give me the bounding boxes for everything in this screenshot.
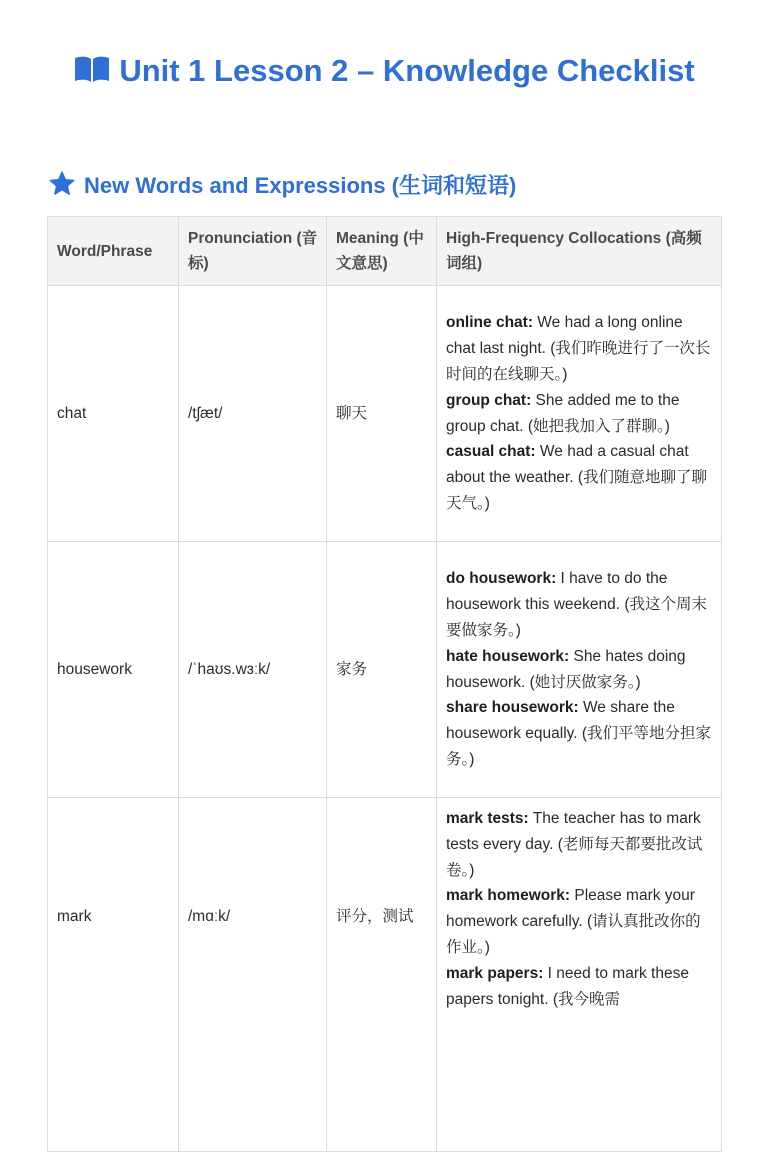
collocation-example: We had a casual chat about the weather. (我们随意地聊了聊天气。): [446, 443, 708, 512]
pronunciation-cell: /mɑːk/: [179, 798, 327, 1152]
collocation-term: mark tests:: [446, 810, 529, 827]
collocations-cell: [437, 542, 722, 798]
header-collocations: High-Frequency Collocations (高频词组): [437, 217, 722, 286]
collocation-item: [446, 961, 713, 1013]
pronunciation-cell: /tʃæt/: [179, 286, 327, 542]
word-cell: housework: [48, 542, 179, 798]
collocation-term: share housework:: [446, 699, 579, 717]
collocation-term: mark homework:: [446, 887, 571, 905]
collocation-example: We had a long online chat last night. (我们昨晚进行了一次长时间的在线聊天。): [446, 314, 711, 383]
pronunciation-cell: /ˈhaʊs.wɜːk/: [179, 542, 327, 798]
star-icon: [48, 170, 76, 198]
vocab-table: [47, 216, 722, 1152]
collocation-item: [446, 806, 713, 883]
word-cell: mark: [48, 798, 179, 1152]
table-row: [48, 542, 722, 798]
header-meaning: Meaning (中文意思): [327, 217, 437, 286]
collocation-example: She added me to the group chat. (她把我加入了群聊。): [446, 391, 680, 435]
meaning-cell: 聊天: [327, 286, 437, 542]
meaning-cell: 家务: [327, 542, 437, 798]
header-pronunciation: Pronunciation (音标): [179, 217, 327, 286]
collocations-cell: [437, 286, 722, 542]
collocation-item: [446, 883, 713, 960]
collocation-example: I need to mark these papers tonight. (我今晚需: [446, 964, 689, 1008]
collocation-item: [446, 644, 713, 696]
collocation-term: group chat:: [446, 391, 532, 409]
collocation-example: We share the housework equally. (我们平等地分担家务。): [446, 699, 712, 768]
collocation-example: I have to do the housework this weekend. (我这个周末要做家务。): [446, 570, 708, 639]
collocation-term: casual chat:: [446, 443, 536, 461]
collocation-item: [446, 695, 713, 772]
table-header-row: [48, 217, 722, 286]
collocation-term: do housework:: [446, 570, 557, 588]
collocation-item: [446, 566, 713, 643]
table-row: [48, 286, 722, 542]
book-icon: [73, 54, 111, 84]
collocation-term: mark papers:: [446, 964, 544, 982]
collocation-item: [446, 310, 713, 387]
collocation-item: [446, 388, 713, 440]
meaning-cell: 评分，测试: [327, 798, 437, 1152]
section-heading: [48, 168, 516, 204]
collocation-item: [446, 439, 713, 516]
collocation-example: The teacher has to mark tests every day. (老师每天都要批改试卷。): [446, 810, 703, 879]
collocation-term: hate housework:: [446, 647, 570, 665]
page-title: [60, 46, 708, 96]
page-title-text: Unit 1 Lesson 2 – Knowledge Checklist: [119, 53, 695, 88]
header-word: Word/Phrase: [48, 217, 179, 286]
collocation-term: online chat:: [446, 314, 533, 332]
word-cell: chat: [48, 286, 179, 542]
collocations-cell: [437, 798, 722, 1152]
section-heading-text: New Words and Expressions (生词和短语): [84, 173, 517, 198]
collocation-example: She hates doing housework. (她讨厌做家务。): [446, 647, 686, 691]
collocation-example: Please mark your homework carefully. (请认真批改你的作业。): [446, 887, 701, 956]
table-row: [48, 798, 722, 1152]
